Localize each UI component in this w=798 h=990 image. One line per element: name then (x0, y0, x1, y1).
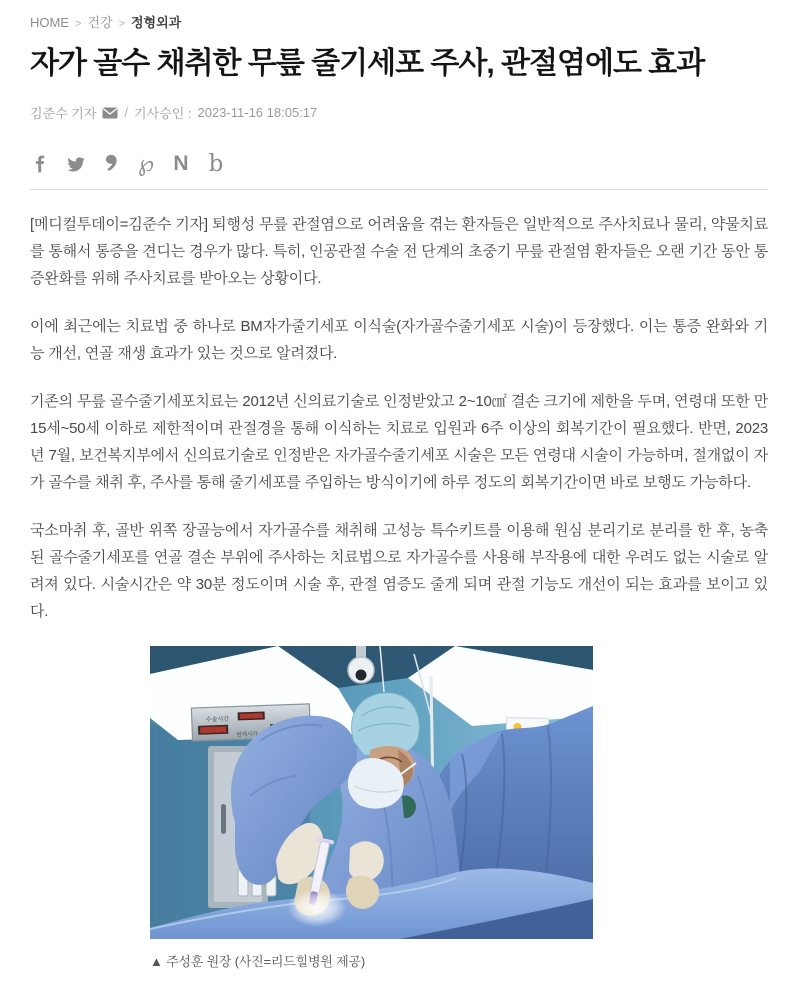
breadcrumb (30, 12, 768, 31)
photo-caption: ▲ 주성훈 원장 (사진=리드힐병원 제공) (150, 954, 365, 969)
facebook-icon (31, 154, 51, 174)
byline (30, 103, 768, 122)
share-pinterest-button[interactable] (135, 152, 157, 176)
paragraph: [메디컬투데이=김준수 기자] 퇴행성 무릎 관절염으로 어려움을 겪는 환자들은 일반적으로 주사치료나 물리, 약물치료를 통해서 통증을 견디는 경우가 많다. 특히, 인공관절 수술 전 단계의 초중기 무릎 관절염 환자들은 오랜 기간 동안 통증완화를 위해 주사치료를 받아오는 상황이다. (30, 216, 768, 287)
pinterest-icon: ℘ (137, 151, 155, 177)
breadcrumb-home-link[interactable]: HOME (30, 15, 69, 30)
breadcrumb-category-link[interactable]: 건강 (87, 15, 113, 30)
svg-text:수술시간: 수술시간 (205, 716, 230, 724)
article-title: 자가 골수 채취한 무릎 줄기세포 주사, 관절염에도 효과 (30, 47, 705, 80)
band-icon: b (208, 151, 224, 177)
naver-icon: N (173, 152, 189, 175)
share-kakaostory-button[interactable] (100, 152, 122, 176)
share-facebook-button[interactable] (30, 152, 52, 176)
approval-datetime: 2023-11-16 18:05:17 (197, 105, 318, 120)
reporter-name: 김준수 기자 (30, 106, 97, 121)
svg-text:현재시각: 현재시각 (236, 731, 258, 739)
paragraph: 국소마취 후, 골반 위쪽 장골능에서 자가골수를 채취해 고성능 특수키트를 이용해 원심 분리기로 분리를 한 후, 농축된 골수줄기세포를 연골 결손 부위에 주사하는 치료법으로 자가골수를 사용해 부작용에 대한 우려도 없는 시술로 알려져 있다. 시술시간은 약 30분 정도이며 시술 후, 관절 염증도 줄게 되며 관절 기능도 개선이 되는 효과를 보이고 있다. (30, 522, 768, 620)
breadcrumb-subcategory-link[interactable]: 정형외과 (131, 15, 182, 30)
paragraph: 이에 최근에는 치료법 중 하나로 BM자가줄기세포 이식술(자가골수줄기세포 시술)이 등장했다. 이는 통증 완화와 기능 개선, 연골 재생 효과가 있는 것으로 알려졌다. (30, 318, 768, 362)
email-icon[interactable] (102, 107, 118, 119)
share-bar (30, 152, 768, 176)
breadcrumb-separator: > (118, 18, 125, 30)
share-naver-button[interactable] (170, 152, 192, 176)
approval-label: 기사승인 : (134, 106, 192, 121)
share-band-button[interactable] (205, 152, 227, 176)
breadcrumb-separator: > (75, 18, 82, 30)
paragraph: 기존의 무릎 골수줄기세포치료는 2012년 신의료기술로 인정받았고 2~10㎠ 결손 크기에 제한을 두며, 연령대 또한 만 15세~50세 이하로 제한적이며 관절경을 통해 이식하는 치료로 입원과 6주 이상의 회복기간이 필요했다. 반면, 2023년 7월, 보건복지부에서 신의료기술로 인정받은 자가골수줄기세포 시술은 모든 연령대 시술이 가능하며, 절개없이 자가 골수를 채취 후, 주사를 통해 줄기세포를 주입하는 방식이기에 하루 정도의 회복기간이면 바로 보행도 가능하다. (30, 393, 768, 491)
article-photo (150, 646, 593, 939)
twitter-icon (65, 154, 87, 174)
kakaostory-icon (103, 154, 119, 174)
byline-separator: / (124, 105, 129, 120)
content-divider (30, 189, 768, 190)
article-body (30, 211, 768, 970)
article-photo-figure (150, 646, 593, 970)
share-twitter-button[interactable] (65, 152, 87, 176)
